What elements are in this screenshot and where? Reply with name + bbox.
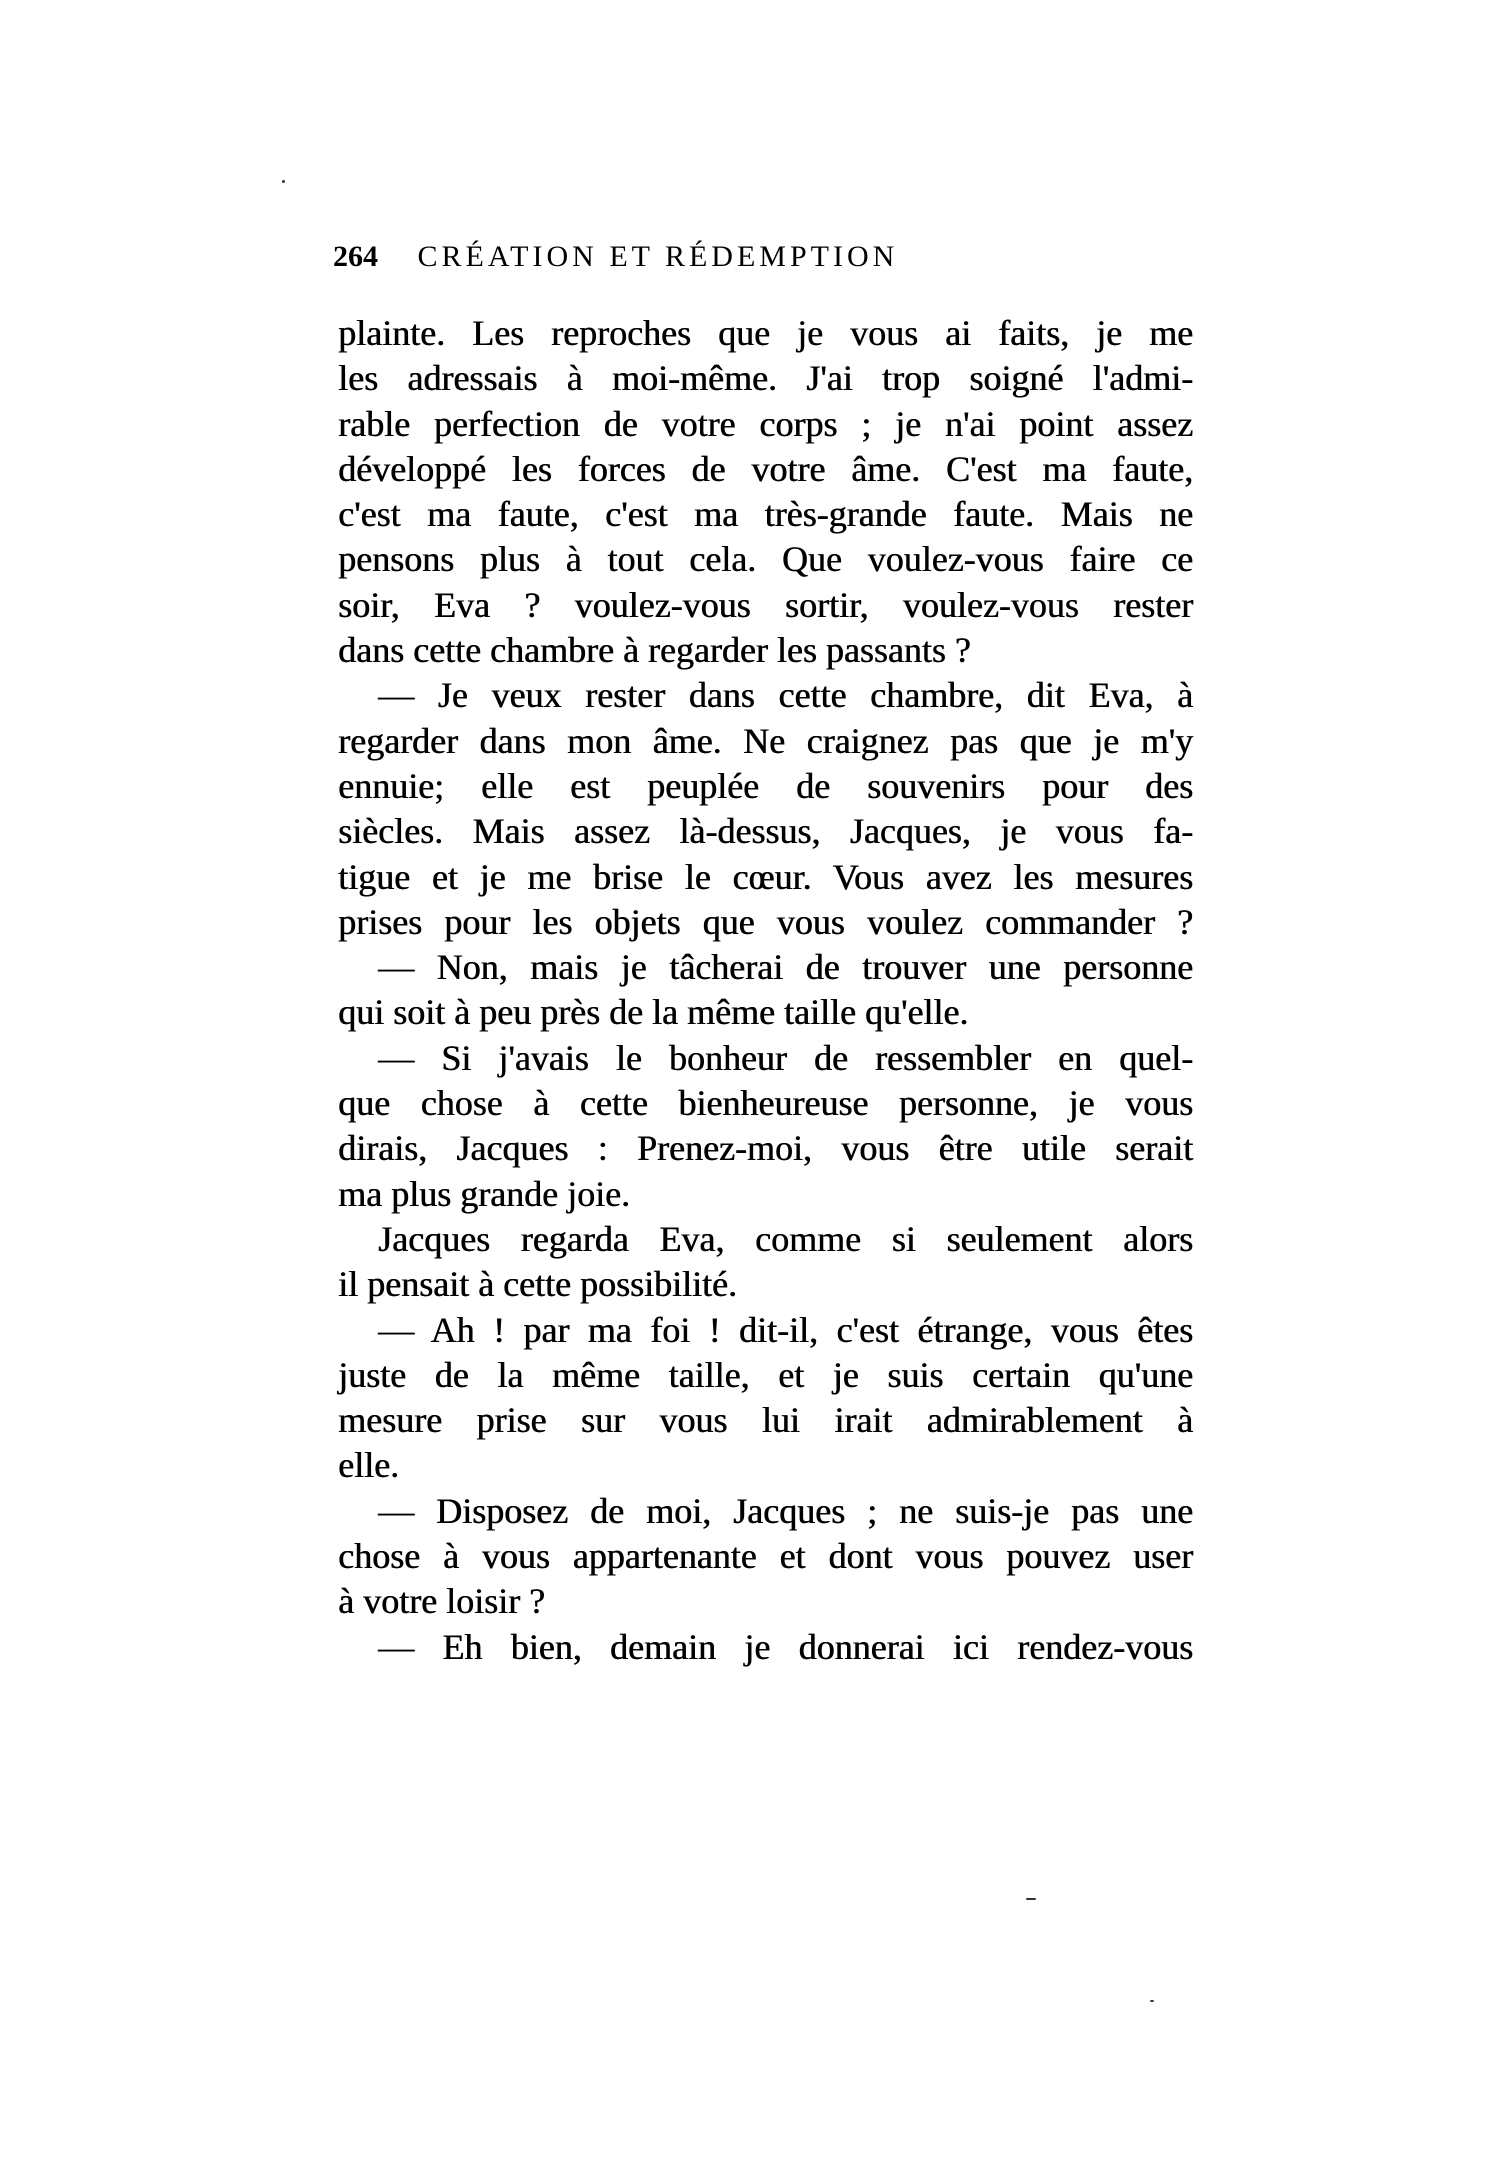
running-header <box>333 240 1093 284</box>
text-line: — Non, mais je tâcherai de trouver une personne <box>378 947 1193 988</box>
text-line: qui soit à peu près de la même taille qu'elle. <box>338 992 969 1033</box>
text-line: prises pour les objets que vous voulez commander ? <box>338 901 1193 942</box>
text-line: ennuie; elle est peuplée de souvenirs pour des <box>338 765 1193 806</box>
text-line: chose à vous appartenante et dont vous pouvez user <box>338 1536 1193 1577</box>
scan-speck <box>1150 2000 1154 2002</box>
scan-speck <box>1026 1898 1036 1900</box>
text-line: plainte. Les reproches que je vous ai faits, je me <box>338 313 1193 353</box>
scan-speck <box>282 180 285 183</box>
text-line: Jacques regarda Eva, comme si seulement alors <box>378 1218 1193 1259</box>
text-line: soir, Eva ? voulez-vous sortir, voulez-vous rester <box>338 584 1193 625</box>
text-line: — Disposez de moi, Jacques ; ne suis-je pas une <box>378 1490 1193 1531</box>
text-line: elle. <box>338 1445 399 1486</box>
text-line: dans cette chambre à regarder les passants ? <box>338 630 971 671</box>
text-line: mesure prise sur vous lui irait admirablement à <box>338 1400 1193 1441</box>
text-line: — Eh bien, demain je donnerai ici rendez-vous <box>378 1626 1193 1667</box>
running-title: CRÉATION ET RÉDEMPTION <box>417 240 899 273</box>
text-line: — Ah ! par ma foi ! dit-il, c'est étrange, vous êtes <box>378 1309 1193 1350</box>
page-body-text <box>338 311 1193 1670</box>
text-line: à votre loisir ? <box>338 1581 545 1622</box>
text-line: juste de la même taille, et je suis certain qu'une <box>338 1354 1193 1395</box>
text-line: que chose à cette bienheureuse personne, je vous <box>338 1083 1193 1124</box>
text-line: siècles. Mais assez là-dessus, Jacques, je vous fa- <box>338 811 1193 852</box>
text-line: tigue et je me brise le cœur. Vous avez les mesures <box>338 856 1193 897</box>
text-line: dirais, Jacques : Prenez-moi, vous être utile serait <box>338 1128 1193 1169</box>
text-line: pensons plus à tout cela. Que voulez-vous faire ce <box>338 539 1193 580</box>
page-number: 264 <box>333 240 378 273</box>
text-line: regarder dans mon âme. Ne craignez pas que je m'y <box>338 720 1193 761</box>
text-line: — Je veux rester dans cette chambre, dit Eva, à <box>378 675 1193 716</box>
text-line: il pensait à cette possibilité. <box>338 1264 737 1305</box>
text-line: c'est ma faute, c'est ma très-grande faute. Mais ne <box>338 494 1193 535</box>
text-line: ma plus grande joie. <box>338 1173 630 1214</box>
text-line: rable perfection de votre corps ; je n'ai point assez <box>338 403 1193 444</box>
text-line: les adressais à moi-même. J'ai trop soigné l'admi- <box>338 358 1193 399</box>
text-line: — Si j'avais le bonheur de ressembler en quel- <box>378 1037 1193 1078</box>
text-line: développé les forces de votre âme. C'est ma faute, <box>338 448 1193 489</box>
